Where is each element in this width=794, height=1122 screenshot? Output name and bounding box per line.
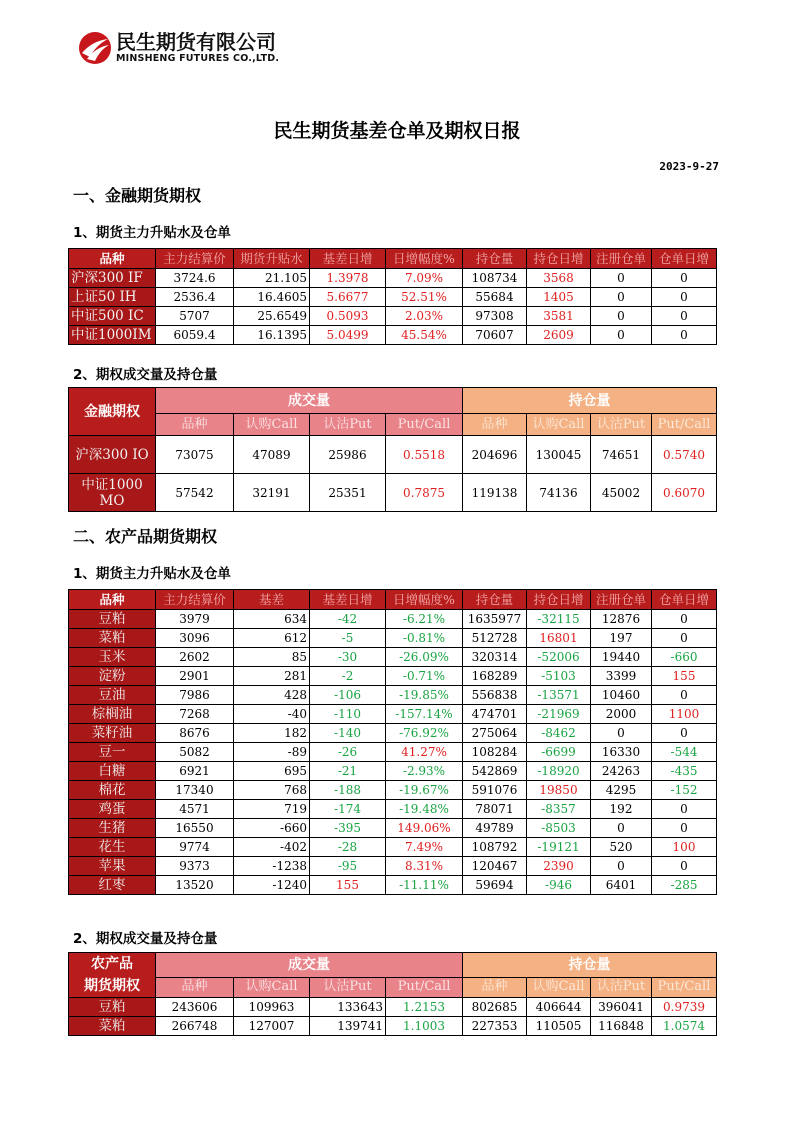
table-cell: 8676	[156, 724, 234, 743]
table-row	[69, 629, 717, 648]
table-row	[69, 326, 717, 345]
table-cell: 6401	[591, 876, 652, 895]
table-cell: -19.48%	[386, 800, 463, 819]
table-cell: 695	[234, 762, 310, 781]
row-name: 红枣	[69, 876, 156, 895]
table-row	[69, 610, 717, 629]
table-cell: 0	[652, 819, 717, 838]
table-cell: 634	[234, 610, 310, 629]
table-cell: 7.09%	[386, 269, 463, 288]
table-header-row	[69, 590, 717, 610]
table-cell: 428	[234, 686, 310, 705]
table-cell: 2.03%	[386, 307, 463, 326]
table-cell: -28	[310, 838, 386, 857]
table-cell: 149.06%	[386, 819, 463, 838]
table-cell: 719	[234, 800, 310, 819]
table-cell: 0	[591, 269, 652, 288]
row-name: 豆一	[69, 743, 156, 762]
table-cell: 49789	[463, 819, 527, 838]
column-header: 持仓量	[463, 590, 527, 610]
row-name: 沪深300 IF	[69, 269, 156, 288]
sub-header: Put/Call	[652, 414, 717, 436]
column-header: 主力结算价	[156, 590, 234, 610]
table-cell: -76.92%	[386, 724, 463, 743]
table-cell: -26	[310, 743, 386, 762]
table-cell: -946	[527, 876, 591, 895]
column-header: 注册仓单	[591, 590, 652, 610]
sub-header: 品种	[463, 414, 527, 436]
row-name: 豆粕	[69, 610, 156, 629]
table-cell: 74651	[591, 436, 652, 474]
table-cell: 0	[652, 288, 717, 307]
section-agri-title: 二、农产品期货期权	[73, 527, 218, 546]
table-cell: 3979	[156, 610, 234, 629]
section-financial-title: 一、金融期货期权	[73, 186, 202, 205]
table-cell: 57542	[156, 474, 234, 512]
table-row	[69, 288, 717, 307]
agri-basis-subtitle: 1、期货主力升贴水及仓单	[73, 566, 231, 582]
table-cell: -8503	[527, 819, 591, 838]
row-name: 上证50 IH	[69, 288, 156, 307]
table-row	[69, 648, 717, 667]
table-cell: 155	[652, 667, 717, 686]
table-cell: 2602	[156, 648, 234, 667]
table-cell: 25351	[310, 474, 386, 512]
table-cell: -435	[652, 762, 717, 781]
agri-open-interest-group-header: 持仓量	[463, 953, 717, 978]
table-cell: -8357	[527, 800, 591, 819]
sub-header: 认沽Put	[591, 414, 652, 436]
row-name: 中证1000 MO	[69, 474, 156, 512]
table-cell: -0.71%	[386, 667, 463, 686]
table-cell: 474701	[463, 705, 527, 724]
table-cell: -402	[234, 838, 310, 857]
table-row	[69, 307, 717, 326]
row-name: 菜粕	[69, 1017, 156, 1036]
table-cell: 5.0499	[310, 326, 386, 345]
table-cell: 768	[234, 781, 310, 800]
table-cell: 108284	[463, 743, 527, 762]
table-cell: 6059.4	[156, 326, 234, 345]
table-cell: 100	[652, 838, 717, 857]
table-row	[69, 857, 717, 876]
column-header: 持仓量	[463, 249, 527, 269]
table-cell: 8.31%	[386, 857, 463, 876]
table-cell: 119138	[463, 474, 527, 512]
column-header: 期货升贴水	[234, 249, 310, 269]
table-cell: -19121	[527, 838, 591, 857]
row-name: 豆粕	[69, 998, 156, 1017]
table-cell: 47089	[234, 436, 310, 474]
table-row	[69, 876, 717, 895]
table-cell: 3581	[527, 307, 591, 326]
table-cell: 243606	[156, 998, 234, 1017]
table-cell: 0	[591, 724, 652, 743]
column-header: 基差日增	[310, 590, 386, 610]
table-row	[69, 743, 717, 762]
table-cell: -188	[310, 781, 386, 800]
table-cell: -106	[310, 686, 386, 705]
table-cell: 168289	[463, 667, 527, 686]
agri-corner-line1: 农产品	[91, 956, 133, 972]
table-cell: -95	[310, 857, 386, 876]
table-cell: 1635977	[463, 610, 527, 629]
table-cell: -0.81%	[386, 629, 463, 648]
table-row	[69, 762, 717, 781]
logo-english-name: MINSHENG FUTURES CO.,LTD.	[116, 53, 280, 64]
table-cell: 2000	[591, 705, 652, 724]
table-cell: 120467	[463, 857, 527, 876]
table-cell: 10460	[591, 686, 652, 705]
table-cell: -21	[310, 762, 386, 781]
sub-header: 品种	[156, 977, 234, 997]
agri-basis-table	[68, 589, 717, 895]
table-cell: 0	[591, 288, 652, 307]
row-name: 生猪	[69, 819, 156, 838]
table-row	[69, 998, 717, 1017]
sub-header: 认购Call	[234, 977, 310, 997]
table-cell: 802685	[463, 998, 527, 1017]
table-cell: -30	[310, 648, 386, 667]
agri-options-subtitle: 2、期权成交量及持仓量	[73, 931, 218, 947]
row-name: 菜粕	[69, 629, 156, 648]
table-cell: 0	[591, 857, 652, 876]
row-name: 鸡蛋	[69, 800, 156, 819]
table-cell: -2	[310, 667, 386, 686]
financial-basis-table	[68, 248, 717, 345]
table-cell: -89	[234, 743, 310, 762]
table-cell: 0.5518	[386, 436, 463, 474]
options-corner-label: 金融期权	[69, 388, 156, 436]
table-cell: 3399	[591, 667, 652, 686]
table-cell: 41.27%	[386, 743, 463, 762]
row-name: 棕榈油	[69, 705, 156, 724]
table-cell: 0	[591, 326, 652, 345]
table-cell: 1.3978	[310, 269, 386, 288]
table-cell: -21969	[527, 705, 591, 724]
table-cell: 0	[652, 610, 717, 629]
table-cell: 542869	[463, 762, 527, 781]
table-cell: 5082	[156, 743, 234, 762]
table-cell: 19440	[591, 648, 652, 667]
table-cell: 0.9739	[652, 998, 717, 1017]
column-header: 日增幅度%	[386, 590, 463, 610]
table-cell: -19.67%	[386, 781, 463, 800]
table-cell: 0.5093	[310, 307, 386, 326]
column-header: 基差	[234, 590, 310, 610]
table-cell: -6699	[527, 743, 591, 762]
row-name: 白糖	[69, 762, 156, 781]
table-cell: 556838	[463, 686, 527, 705]
column-header: 注册仓单	[591, 249, 652, 269]
table-cell: 0.7875	[386, 474, 463, 512]
financial-basis-subtitle: 1、期货主力升贴水及仓单	[73, 225, 231, 241]
table-cell: 520	[591, 838, 652, 857]
column-header: 持仓日增	[527, 249, 591, 269]
table-cell: -157.14%	[386, 705, 463, 724]
column-header: 品种	[69, 249, 156, 269]
open-interest-group-header: 持仓量	[463, 388, 717, 414]
table-cell: -1240	[234, 876, 310, 895]
table-cell: -140	[310, 724, 386, 743]
table-cell: 406644	[527, 998, 591, 1017]
table-cell: 227353	[463, 1017, 527, 1036]
table-cell: 70607	[463, 326, 527, 345]
table-cell: 9373	[156, 857, 234, 876]
table-cell: 1.2153	[386, 998, 463, 1017]
table-cell: 2609	[527, 326, 591, 345]
sub-header: 认沽Put	[310, 977, 386, 997]
table-cell: 109963	[234, 998, 310, 1017]
table-cell: 182	[234, 724, 310, 743]
table-row	[69, 800, 717, 819]
table-cell: 133643	[310, 998, 386, 1017]
sub-header: 认沽Put	[591, 977, 652, 997]
agri-options-corner-label	[69, 953, 156, 998]
table-row	[69, 667, 717, 686]
table-cell: 116848	[591, 1017, 652, 1036]
table-cell: 32191	[234, 474, 310, 512]
table-cell: -110	[310, 705, 386, 724]
table-cell: 3724.6	[156, 269, 234, 288]
table-cell: 7268	[156, 705, 234, 724]
table-cell: 19850	[527, 781, 591, 800]
company-logo	[78, 31, 279, 65]
table-cell: -40	[234, 705, 310, 724]
agri-corner-line2: 期货期权	[84, 978, 140, 994]
table-cell: 512728	[463, 629, 527, 648]
table-cell: 275064	[463, 724, 527, 743]
table-cell: 266748	[156, 1017, 234, 1036]
column-header: 持仓日增	[527, 590, 591, 610]
agri-options-table	[68, 952, 717, 1036]
row-name: 中证1000IM	[69, 326, 156, 345]
table-cell: 2390	[527, 857, 591, 876]
sub-header: Put/Call	[386, 977, 463, 997]
table-row	[69, 838, 717, 857]
table-cell: 12876	[591, 610, 652, 629]
table-cell: 4295	[591, 781, 652, 800]
table-cell: -2.93%	[386, 762, 463, 781]
table-cell: 25986	[310, 436, 386, 474]
table-cell: 0	[652, 857, 717, 876]
volume-group-header: 成交量	[156, 388, 463, 414]
table-header-row	[69, 249, 717, 269]
row-name: 玉米	[69, 648, 156, 667]
table-row	[69, 705, 717, 724]
table-cell: 7986	[156, 686, 234, 705]
table-cell: 5707	[156, 307, 234, 326]
table-cell: 1.0574	[652, 1017, 717, 1036]
table-cell: 0	[652, 629, 717, 648]
column-header: 仓单日增	[652, 249, 717, 269]
table-row	[69, 474, 717, 512]
row-name: 苹果	[69, 857, 156, 876]
table-cell: 127007	[234, 1017, 310, 1036]
table-cell: -5103	[527, 667, 591, 686]
table-cell: 108792	[463, 838, 527, 857]
table-cell: 52.51%	[386, 288, 463, 307]
table-cell: -32115	[527, 610, 591, 629]
column-header: 基差日增	[310, 249, 386, 269]
column-header: 仓单日增	[652, 590, 717, 610]
row-name: 沪深300 IO	[69, 436, 156, 474]
table-cell: -13571	[527, 686, 591, 705]
table-cell: 74136	[527, 474, 591, 512]
table-cell: 24263	[591, 762, 652, 781]
table-cell: 17340	[156, 781, 234, 800]
table-cell: -660	[652, 648, 717, 667]
table-cell: 0	[652, 326, 717, 345]
table-cell: 204696	[463, 436, 527, 474]
table-cell: -174	[310, 800, 386, 819]
sub-header: 认购Call	[527, 977, 591, 997]
table-row	[69, 686, 717, 705]
table-cell: -11.11%	[386, 876, 463, 895]
table-cell: 85	[234, 648, 310, 667]
table-cell: 16801	[527, 629, 591, 648]
table-cell: 3096	[156, 629, 234, 648]
sub-header: Put/Call	[652, 977, 717, 997]
sub-header: Put/Call	[386, 414, 463, 436]
table-cell: 1100	[652, 705, 717, 724]
table-cell: 45.54%	[386, 326, 463, 345]
table-cell: 16.1395	[234, 326, 310, 345]
table-cell: 320314	[463, 648, 527, 667]
table-cell: 591076	[463, 781, 527, 800]
sub-header: 品种	[156, 414, 234, 436]
table-cell: 16550	[156, 819, 234, 838]
table-cell: 16330	[591, 743, 652, 762]
table-cell: 21.105	[234, 269, 310, 288]
table-cell: 78071	[463, 800, 527, 819]
financial-options-subtitle: 2、期权成交量及持仓量	[73, 367, 218, 383]
row-name: 淀粉	[69, 667, 156, 686]
column-header: 日增幅度%	[386, 249, 463, 269]
table-cell: 7.49%	[386, 838, 463, 857]
table-cell: -285	[652, 876, 717, 895]
logo-chinese-name: 民生期货有限公司	[116, 30, 276, 54]
table-cell: 97308	[463, 307, 527, 326]
table-cell: 2901	[156, 667, 234, 686]
report-date: 2023-9-27	[659, 160, 719, 173]
report-title: 民生期货基差仓单及期权日报	[273, 120, 521, 142]
table-cell: -660	[234, 819, 310, 838]
sub-header: 认购Call	[234, 414, 310, 436]
table-cell: 16.4605	[234, 288, 310, 307]
row-name: 菜籽油	[69, 724, 156, 743]
table-cell: -18920	[527, 762, 591, 781]
table-cell: 55684	[463, 288, 527, 307]
table-cell: -8462	[527, 724, 591, 743]
row-name: 中证500 IC	[69, 307, 156, 326]
table-cell: 396041	[591, 998, 652, 1017]
column-header: 主力结算价	[156, 249, 234, 269]
table-cell: 6921	[156, 762, 234, 781]
table-cell: 108734	[463, 269, 527, 288]
table-cell: 110505	[527, 1017, 591, 1036]
table-cell: 73075	[156, 436, 234, 474]
table-cell: 612	[234, 629, 310, 648]
table-cell: 1405	[527, 288, 591, 307]
table-cell: -26.09%	[386, 648, 463, 667]
agri-volume-group-header: 成交量	[156, 953, 463, 978]
sub-header: 认沽Put	[310, 414, 386, 436]
table-row	[69, 819, 717, 838]
table-row	[69, 724, 717, 743]
column-header: 品种	[69, 590, 156, 610]
table-cell: 0	[652, 800, 717, 819]
sub-header: 品种	[463, 977, 527, 997]
table-cell: 281	[234, 667, 310, 686]
table-cell: 0	[652, 269, 717, 288]
table-cell: -152	[652, 781, 717, 800]
table-cell: 13520	[156, 876, 234, 895]
table-cell: -395	[310, 819, 386, 838]
table-cell: 45002	[591, 474, 652, 512]
table-cell: 0	[591, 307, 652, 326]
table-cell: 0	[591, 819, 652, 838]
table-cell: -5	[310, 629, 386, 648]
table-cell: 4571	[156, 800, 234, 819]
table-cell: 0.6070	[652, 474, 717, 512]
table-cell: 197	[591, 629, 652, 648]
table-cell: 0	[652, 307, 717, 326]
row-name: 豆油	[69, 686, 156, 705]
table-cell: -1238	[234, 857, 310, 876]
row-name: 花生	[69, 838, 156, 857]
table-row	[69, 781, 717, 800]
table-row	[69, 269, 717, 288]
table-cell: 2536.4	[156, 288, 234, 307]
row-name: 棉花	[69, 781, 156, 800]
table-cell: 155	[310, 876, 386, 895]
table-cell: -544	[652, 743, 717, 762]
table-cell: 59694	[463, 876, 527, 895]
table-cell: 9774	[156, 838, 234, 857]
table-cell: 0	[652, 686, 717, 705]
table-row	[69, 436, 717, 474]
table-row	[69, 1017, 717, 1036]
table-cell: -19.85%	[386, 686, 463, 705]
sub-header: 认购Call	[527, 414, 591, 436]
table-cell: 25.6549	[234, 307, 310, 326]
table-cell: -6.21%	[386, 610, 463, 629]
table-cell: 1.1003	[386, 1017, 463, 1036]
table-cell: 130045	[527, 436, 591, 474]
table-cell: 5.6677	[310, 288, 386, 307]
table-cell: -42	[310, 610, 386, 629]
table-cell: 192	[591, 800, 652, 819]
table-cell: -52006	[527, 648, 591, 667]
table-cell: 0	[652, 724, 717, 743]
financial-options-table	[68, 387, 717, 512]
table-cell: 139741	[310, 1017, 386, 1036]
table-cell: 0.5740	[652, 436, 717, 474]
table-cell: 3568	[527, 269, 591, 288]
logo-mark-icon	[78, 31, 112, 65]
